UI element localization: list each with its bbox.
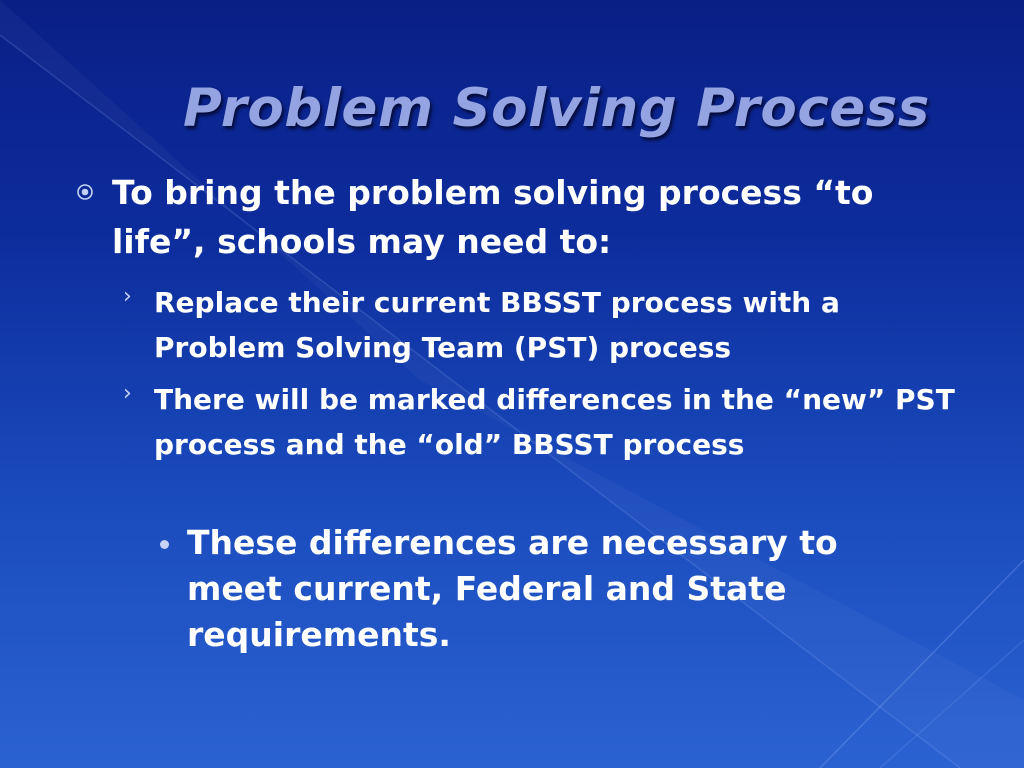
circled-dot-bullet-icon xyxy=(76,183,94,201)
slide-title: Problem Solving Process xyxy=(183,78,930,139)
chevron-bullet-icon: › xyxy=(123,381,132,406)
bullet-level-1: To bring the problem solving process “to life”, schools may need to: xyxy=(112,173,874,261)
chevron-bullet-icon: › xyxy=(123,284,132,309)
bullet-level-3: These differences are necessary to meet current, Federal and State requirements. xyxy=(187,523,838,654)
dot-bullet-icon xyxy=(160,540,169,549)
bullet-level-2: Replace their current BBSST process with a Problem Solving Team (PST) process xyxy=(154,286,840,364)
bullet-level-2: There will be marked differences in the “new” PST process and the “old” BBSST process xyxy=(154,383,955,461)
